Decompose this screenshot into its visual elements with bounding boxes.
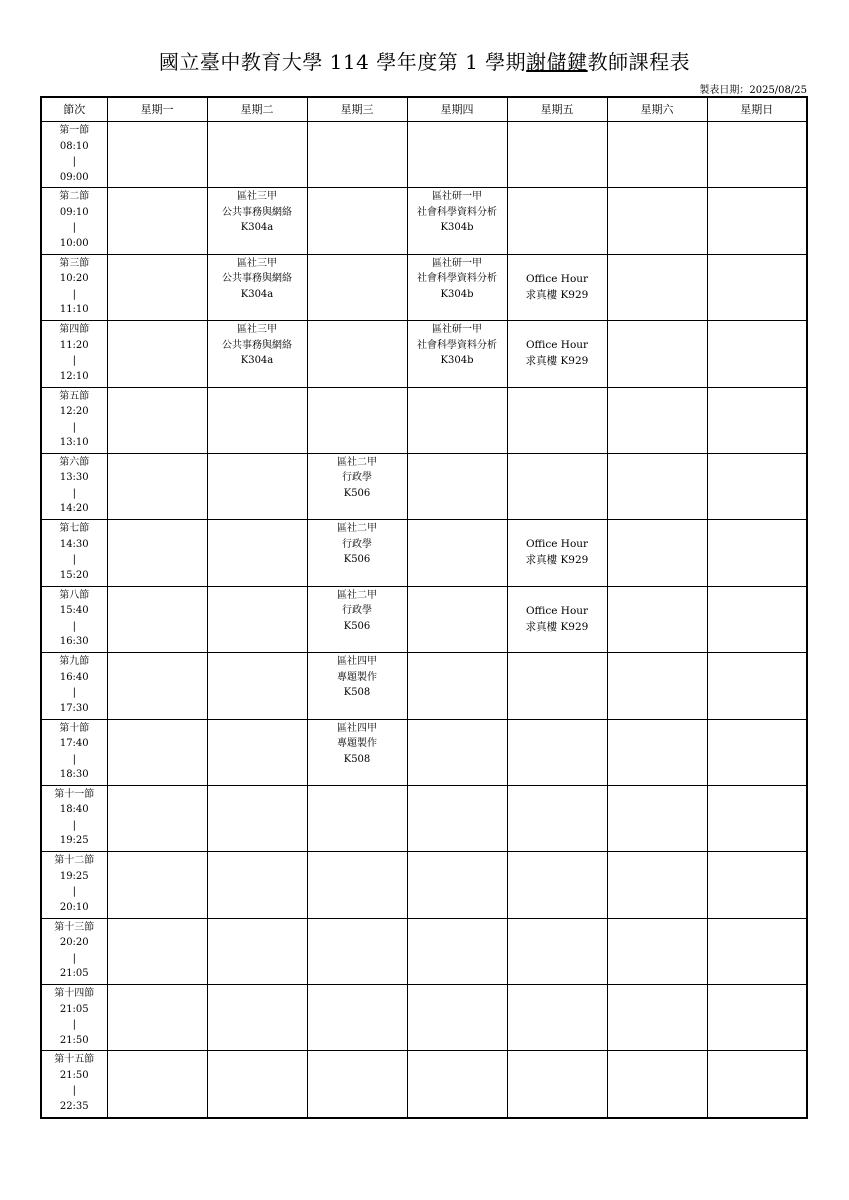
period-name: 第十二節 bbox=[54, 855, 95, 867]
course-line: 公共事務與網絡 bbox=[222, 339, 292, 351]
cell-thursday bbox=[407, 122, 507, 188]
course-block bbox=[208, 255, 307, 303]
cell-wednesday bbox=[307, 586, 407, 652]
course-line: 區社研一甲 bbox=[432, 257, 482, 269]
cell-friday bbox=[507, 852, 607, 918]
period-separator: | bbox=[72, 554, 76, 566]
cell-saturday bbox=[607, 321, 707, 387]
cell-sunday bbox=[707, 785, 807, 851]
cell-monday bbox=[107, 1051, 207, 1118]
course-line: K304a bbox=[240, 222, 274, 234]
period-name: 第二節 bbox=[59, 191, 90, 203]
course-line: 社會科學資料分析 bbox=[417, 339, 497, 351]
period-end: 17:30 bbox=[59, 702, 89, 714]
period-end: 10:00 bbox=[59, 237, 89, 249]
cell-wednesday bbox=[307, 653, 407, 719]
period-start: 12:20 bbox=[59, 406, 89, 418]
period-cell bbox=[41, 188, 107, 254]
cell-wednesday bbox=[307, 985, 407, 1051]
cell-tuesday bbox=[207, 586, 307, 652]
period-row bbox=[41, 254, 807, 320]
course-line: 行政學 bbox=[342, 538, 372, 550]
cell-saturday bbox=[607, 586, 707, 652]
period-name: 第一節 bbox=[59, 125, 90, 136]
cell-tuesday bbox=[207, 254, 307, 320]
title-suffix: 教師課程表 bbox=[587, 50, 691, 74]
cell-tuesday bbox=[207, 852, 307, 918]
cell-sunday bbox=[707, 653, 807, 719]
header-period: 節次 bbox=[41, 97, 107, 122]
period-row bbox=[41, 918, 807, 984]
cell-monday bbox=[107, 520, 207, 586]
cell-tuesday bbox=[207, 653, 307, 719]
period-end: 21:50 bbox=[59, 1034, 89, 1046]
cell-saturday bbox=[607, 254, 707, 320]
course-line: 專題製作 bbox=[337, 738, 377, 750]
cell-friday bbox=[507, 453, 607, 519]
course-line: K508 bbox=[343, 753, 371, 765]
period-row bbox=[41, 321, 807, 387]
period-cell bbox=[41, 387, 107, 453]
course-block bbox=[208, 188, 307, 236]
course-block bbox=[308, 520, 407, 568]
office-hour bbox=[508, 255, 607, 303]
cell-thursday bbox=[407, 985, 507, 1051]
cell-sunday bbox=[707, 719, 807, 785]
cell-monday bbox=[107, 387, 207, 453]
office-hour bbox=[508, 520, 607, 568]
period-end: 16:30 bbox=[59, 636, 89, 648]
cell-sunday bbox=[707, 122, 807, 188]
course-line: 公共事務與網絡 bbox=[222, 273, 292, 285]
period-end: 15:20 bbox=[59, 569, 89, 581]
cell-sunday bbox=[707, 586, 807, 652]
course-line: K304a bbox=[240, 355, 274, 367]
cell-tuesday bbox=[207, 321, 307, 387]
cell-saturday bbox=[607, 188, 707, 254]
cell-saturday bbox=[607, 852, 707, 918]
period-cell bbox=[41, 586, 107, 652]
period-start: 09:10 bbox=[59, 206, 89, 218]
period-separator: | bbox=[72, 1019, 76, 1031]
period-separator: | bbox=[72, 156, 76, 167]
period-name: 第八節 bbox=[59, 589, 90, 601]
period-start: 13:30 bbox=[59, 472, 89, 484]
period-start: 21:05 bbox=[59, 1003, 89, 1015]
course-line: 區社二甲 bbox=[337, 589, 377, 601]
period-cell bbox=[41, 254, 107, 320]
period-start: 20:20 bbox=[59, 937, 89, 949]
period-end: 13:10 bbox=[59, 437, 89, 449]
office-hour-line: 求真樓 K929 bbox=[525, 288, 589, 301]
course-line: K304b bbox=[440, 355, 474, 367]
period-separator: | bbox=[72, 620, 76, 632]
course-line: 區社三甲 bbox=[237, 257, 277, 269]
period-end: 22:35 bbox=[59, 1100, 89, 1112]
period-end: 09:00 bbox=[59, 171, 89, 183]
cell-saturday bbox=[607, 918, 707, 984]
cell-saturday bbox=[607, 122, 707, 188]
cell-saturday bbox=[607, 785, 707, 851]
office-hour-line: 求真樓 K929 bbox=[525, 620, 589, 633]
cell-thursday bbox=[407, 1051, 507, 1118]
cell-sunday bbox=[707, 852, 807, 918]
cell-thursday bbox=[407, 254, 507, 320]
cell-thursday bbox=[407, 520, 507, 586]
period-start: 10:20 bbox=[59, 273, 89, 285]
period-start: 16:40 bbox=[59, 671, 89, 683]
teacher-name: 謝儲鍵 bbox=[526, 50, 588, 74]
cell-thursday bbox=[407, 453, 507, 519]
period-separator: | bbox=[72, 819, 76, 831]
course-line: 區社四甲 bbox=[337, 722, 377, 734]
header-friday: 星期五 bbox=[507, 97, 607, 122]
cell-tuesday bbox=[207, 719, 307, 785]
course-line: 區社研一甲 bbox=[432, 324, 482, 336]
cell-thursday bbox=[407, 852, 507, 918]
period-start: 21:50 bbox=[59, 1069, 89, 1081]
period-cell bbox=[41, 321, 107, 387]
course-block bbox=[308, 720, 407, 768]
period-cell bbox=[41, 785, 107, 851]
cell-tuesday bbox=[207, 918, 307, 984]
period-name: 第十四節 bbox=[54, 988, 95, 1000]
period-start: 11:20 bbox=[59, 339, 89, 351]
office-hour-line: 求真樓 K929 bbox=[525, 355, 589, 368]
course-line: K506 bbox=[343, 487, 371, 499]
period-end: 19:25 bbox=[59, 835, 89, 847]
course-line: 區社研一甲 bbox=[432, 191, 482, 203]
office-hour bbox=[508, 587, 607, 635]
cell-wednesday bbox=[307, 1051, 407, 1118]
course-line: K304b bbox=[440, 222, 474, 234]
course-block bbox=[408, 188, 507, 236]
period-start: 14:30 bbox=[59, 538, 89, 550]
header-wednesday: 星期三 bbox=[307, 97, 407, 122]
cell-tuesday bbox=[207, 122, 307, 188]
cell-wednesday bbox=[307, 918, 407, 984]
period-cell bbox=[41, 1051, 107, 1118]
made-date: 製表日期：2025/08/25 bbox=[699, 85, 807, 96]
period-separator: | bbox=[72, 421, 76, 433]
office-hour-line: Office Hour bbox=[525, 272, 589, 285]
course-block bbox=[308, 587, 407, 635]
period-separator: | bbox=[72, 952, 76, 964]
course-line: 社會科學資料分析 bbox=[417, 206, 497, 218]
course-line: 社會科學資料分析 bbox=[417, 273, 497, 285]
period-cell bbox=[41, 852, 107, 918]
cell-saturday bbox=[607, 985, 707, 1051]
period-cell bbox=[41, 453, 107, 519]
period-separator: | bbox=[72, 222, 76, 234]
cell-wednesday bbox=[307, 719, 407, 785]
course-line: 行政學 bbox=[342, 605, 372, 617]
period-cell bbox=[41, 719, 107, 785]
cell-sunday bbox=[707, 520, 807, 586]
header-sunday: 星期日 bbox=[707, 97, 807, 122]
period-row bbox=[41, 188, 807, 254]
cell-saturday bbox=[607, 520, 707, 586]
period-start: 08:10 bbox=[59, 140, 89, 152]
office-hour-line: Office Hour bbox=[525, 339, 589, 352]
course-line: 區社三甲 bbox=[237, 191, 277, 203]
period-start: 18:40 bbox=[59, 804, 89, 816]
cell-tuesday bbox=[207, 188, 307, 254]
cell-tuesday bbox=[207, 453, 307, 519]
cell-saturday bbox=[607, 387, 707, 453]
period-name: 第三節 bbox=[59, 257, 90, 269]
cell-friday bbox=[507, 321, 607, 387]
cell-monday bbox=[107, 719, 207, 785]
course-line: K304a bbox=[240, 288, 274, 300]
cell-tuesday bbox=[207, 1051, 307, 1118]
cell-wednesday bbox=[307, 254, 407, 320]
cell-friday bbox=[507, 918, 607, 984]
office-hour bbox=[508, 321, 607, 369]
period-separator: | bbox=[72, 487, 76, 499]
header-row bbox=[41, 97, 807, 122]
cell-thursday bbox=[407, 387, 507, 453]
cell-tuesday bbox=[207, 785, 307, 851]
period-row bbox=[41, 785, 807, 851]
cell-friday bbox=[507, 122, 607, 188]
cell-wednesday bbox=[307, 785, 407, 851]
cell-wednesday bbox=[307, 520, 407, 586]
period-name: 第七節 bbox=[59, 523, 90, 535]
cell-sunday bbox=[707, 321, 807, 387]
cell-friday bbox=[507, 254, 607, 320]
cell-monday bbox=[107, 785, 207, 851]
cell-saturday bbox=[607, 453, 707, 519]
cell-sunday bbox=[707, 254, 807, 320]
cell-thursday bbox=[407, 785, 507, 851]
period-row bbox=[41, 985, 807, 1051]
header-saturday: 星期六 bbox=[607, 97, 707, 122]
period-row bbox=[41, 122, 807, 188]
course-block bbox=[408, 321, 507, 369]
cell-thursday bbox=[407, 586, 507, 652]
header-tuesday: 星期二 bbox=[207, 97, 307, 122]
period-cell bbox=[41, 918, 107, 984]
cell-friday bbox=[507, 520, 607, 586]
course-line: 公共事務與網絡 bbox=[222, 206, 292, 218]
period-row bbox=[41, 1051, 807, 1118]
period-cell bbox=[41, 985, 107, 1051]
cell-friday bbox=[507, 985, 607, 1051]
title-prefix: 國立臺中教育大學 114 學年度第 1 學期 bbox=[158, 50, 527, 74]
cell-sunday bbox=[707, 188, 807, 254]
cell-monday bbox=[107, 453, 207, 519]
period-row bbox=[41, 586, 807, 652]
header-thursday: 星期四 bbox=[407, 97, 507, 122]
office-hour-line: Office Hour bbox=[525, 538, 589, 551]
period-separator: | bbox=[72, 753, 76, 765]
cell-tuesday bbox=[207, 985, 307, 1051]
period-name: 第十五節 bbox=[54, 1054, 95, 1066]
cell-saturday bbox=[607, 1051, 707, 1118]
course-line: 區社二甲 bbox=[337, 456, 377, 468]
cell-sunday bbox=[707, 387, 807, 453]
cell-monday bbox=[107, 122, 207, 188]
cell-thursday bbox=[407, 321, 507, 387]
office-hour-line: Office Hour bbox=[525, 604, 589, 617]
cell-tuesday bbox=[207, 520, 307, 586]
cell-monday bbox=[107, 254, 207, 320]
period-row bbox=[41, 387, 807, 453]
cell-friday bbox=[507, 785, 607, 851]
course-block bbox=[208, 321, 307, 369]
period-name: 第六節 bbox=[59, 456, 90, 468]
period-cell bbox=[41, 122, 107, 188]
period-row bbox=[41, 719, 807, 785]
period-name: 第五節 bbox=[59, 390, 90, 402]
cell-wednesday bbox=[307, 188, 407, 254]
period-cell bbox=[41, 653, 107, 719]
cell-saturday bbox=[607, 719, 707, 785]
course-line: K508 bbox=[343, 687, 371, 699]
cell-friday bbox=[507, 188, 607, 254]
cell-friday bbox=[507, 1051, 607, 1118]
cell-saturday bbox=[607, 653, 707, 719]
course-line: 區社四甲 bbox=[337, 656, 377, 668]
period-start: 19:25 bbox=[59, 870, 89, 882]
cell-sunday bbox=[707, 985, 807, 1051]
cell-monday bbox=[107, 321, 207, 387]
period-name: 第九節 bbox=[59, 656, 90, 668]
cell-monday bbox=[107, 188, 207, 254]
period-end: 14:20 bbox=[59, 503, 89, 515]
cell-friday bbox=[507, 586, 607, 652]
period-separator: | bbox=[72, 687, 76, 699]
cell-thursday bbox=[407, 719, 507, 785]
cell-wednesday bbox=[307, 122, 407, 188]
cell-sunday bbox=[707, 453, 807, 519]
office-hour-line: 求真樓 K929 bbox=[525, 554, 589, 567]
cell-monday bbox=[107, 918, 207, 984]
cell-wednesday bbox=[307, 453, 407, 519]
course-block bbox=[408, 255, 507, 303]
cell-monday bbox=[107, 985, 207, 1051]
course-line: 區社二甲 bbox=[337, 523, 377, 535]
period-separator: | bbox=[72, 288, 76, 300]
period-name: 第十節 bbox=[59, 722, 90, 734]
period-end: 20:10 bbox=[59, 901, 89, 913]
period-row bbox=[41, 653, 807, 719]
period-start: 15:40 bbox=[59, 605, 89, 617]
course-line: 行政學 bbox=[342, 472, 372, 484]
cell-thursday bbox=[407, 653, 507, 719]
cell-monday bbox=[107, 653, 207, 719]
course-line: K304b bbox=[440, 288, 474, 300]
period-end: 11:10 bbox=[59, 304, 89, 316]
schedule-table bbox=[40, 96, 808, 1119]
cell-friday bbox=[507, 387, 607, 453]
course-block bbox=[308, 653, 407, 701]
cell-tuesday bbox=[207, 387, 307, 453]
cell-friday bbox=[507, 653, 607, 719]
cell-monday bbox=[107, 586, 207, 652]
period-end: 18:30 bbox=[59, 769, 89, 781]
period-row bbox=[41, 852, 807, 918]
cell-thursday bbox=[407, 188, 507, 254]
period-separator: | bbox=[72, 886, 76, 898]
page-title bbox=[0, 46, 849, 75]
schedule-body bbox=[41, 122, 807, 1118]
period-end: 21:05 bbox=[59, 968, 89, 980]
course-line: K506 bbox=[343, 620, 371, 632]
period-cell bbox=[41, 520, 107, 586]
period-row bbox=[41, 520, 807, 586]
period-name: 第十一節 bbox=[54, 788, 95, 800]
cell-wednesday bbox=[307, 321, 407, 387]
period-row bbox=[41, 453, 807, 519]
course-line: K506 bbox=[343, 554, 371, 566]
period-end: 12:10 bbox=[59, 370, 89, 382]
period-start: 17:40 bbox=[59, 738, 89, 750]
cell-sunday bbox=[707, 1051, 807, 1118]
period-separator: | bbox=[72, 1085, 76, 1097]
cell-friday bbox=[507, 719, 607, 785]
period-separator: | bbox=[72, 355, 76, 367]
cell-thursday bbox=[407, 918, 507, 984]
cell-monday bbox=[107, 852, 207, 918]
header-monday: 星期一 bbox=[107, 97, 207, 122]
cell-wednesday bbox=[307, 387, 407, 453]
course-line: 專題製作 bbox=[337, 671, 377, 683]
course-line: 區社三甲 bbox=[237, 324, 277, 336]
cell-wednesday bbox=[307, 852, 407, 918]
period-name: 第十三節 bbox=[54, 921, 95, 933]
period-name: 第四節 bbox=[59, 324, 90, 336]
course-block bbox=[308, 454, 407, 502]
cell-sunday bbox=[707, 918, 807, 984]
